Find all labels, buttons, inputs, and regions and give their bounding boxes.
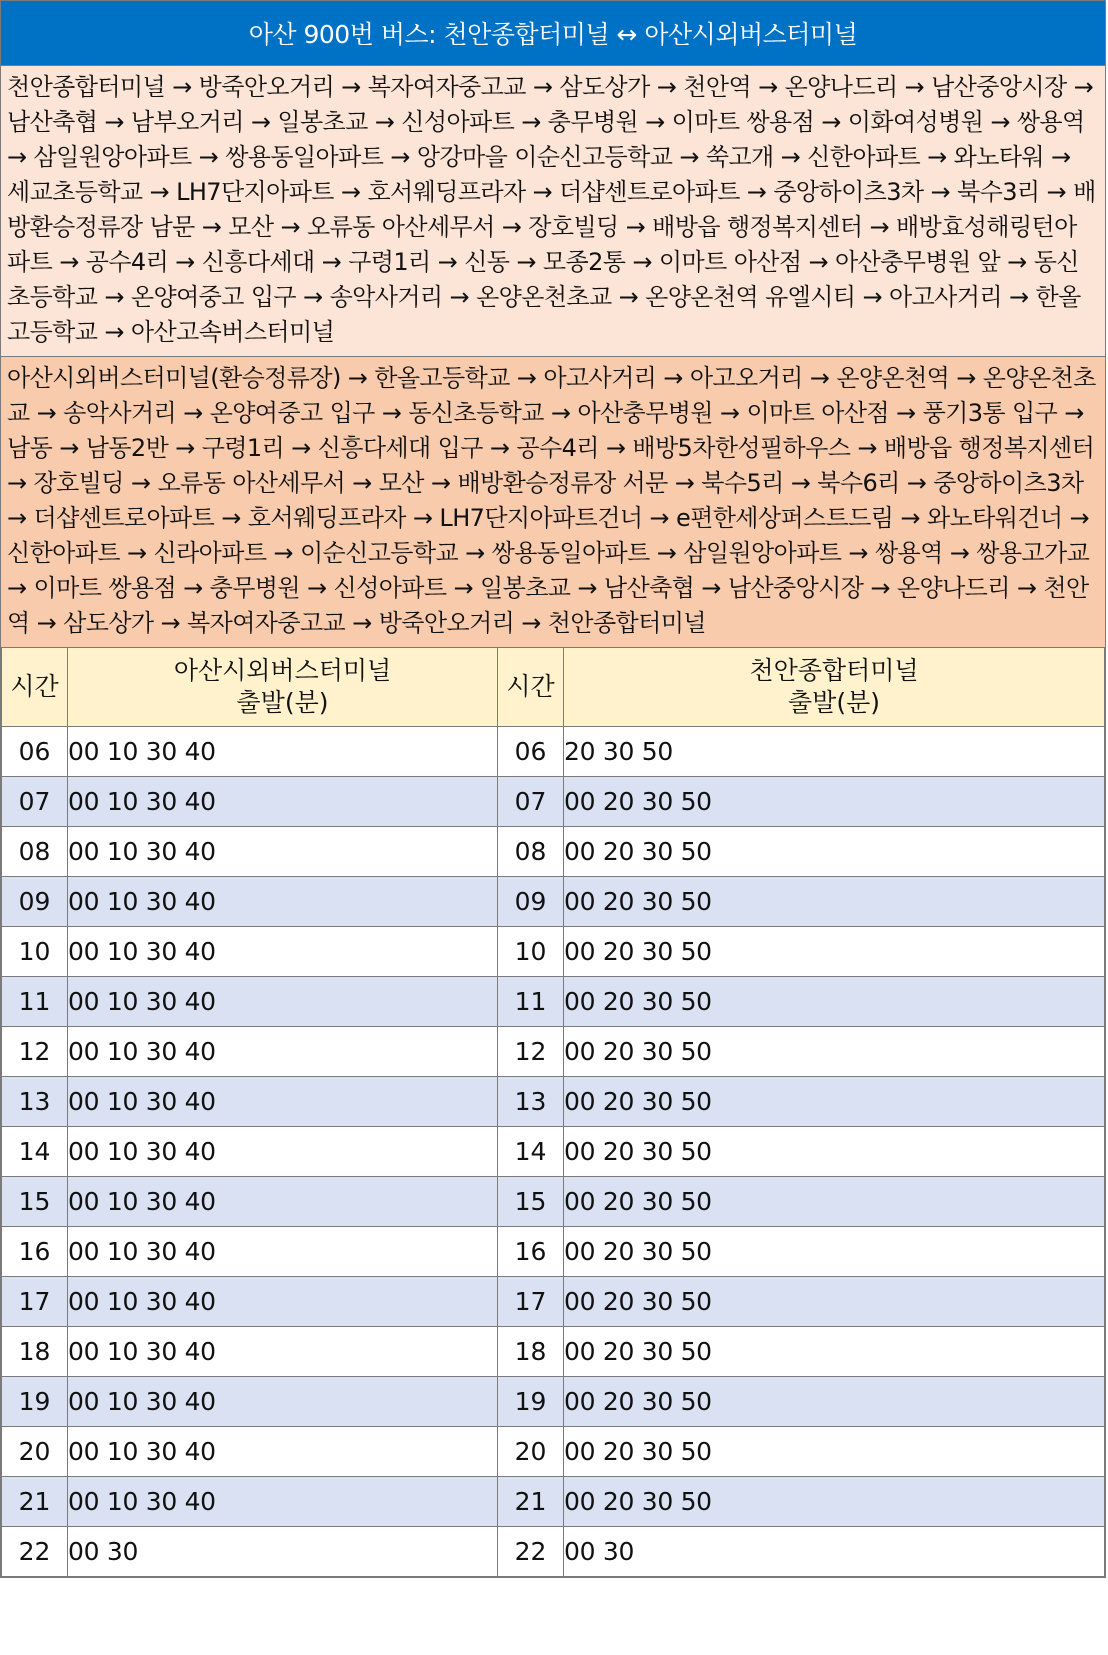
hour-cell-asan: 15 [2, 1177, 68, 1227]
header-hour-right: 시간 [498, 648, 564, 727]
cheonan-minutes-cell: 00 20 30 50 [564, 827, 1105, 877]
cheonan-minutes-cell: 20 30 50 [564, 727, 1105, 777]
hour-cell-cheonan: 15 [498, 1177, 564, 1227]
hour-cell-asan: 07 [2, 777, 68, 827]
hour-cell-asan: 16 [2, 1227, 68, 1277]
asan-minutes-cell: 00 10 30 40 [68, 927, 498, 977]
table-header-row [2, 648, 1105, 727]
header-cheonan-departure [564, 648, 1105, 727]
cheonan-minutes-cell: 00 20 30 50 [564, 927, 1105, 977]
cheonan-minutes-cell: 00 20 30 50 [564, 1477, 1105, 1527]
table-row [2, 1127, 1105, 1177]
hour-cell-cheonan: 11 [498, 977, 564, 1027]
hour-cell-cheonan: 17 [498, 1277, 564, 1327]
hour-cell-cheonan: 14 [498, 1127, 564, 1177]
cheonan-minutes-cell: 00 20 30 50 [564, 977, 1105, 1027]
hour-cell-cheonan: 22 [498, 1527, 564, 1577]
asan-minutes-cell: 00 10 30 40 [68, 1027, 498, 1077]
hour-cell-asan: 09 [2, 877, 68, 927]
hour-cell-cheonan: 09 [498, 877, 564, 927]
table-row [2, 927, 1105, 977]
asan-minutes-cell: 00 10 30 40 [68, 777, 498, 827]
hour-cell-asan: 22 [2, 1527, 68, 1577]
hour-cell-cheonan: 21 [498, 1477, 564, 1527]
asan-minutes-cell: 00 10 30 40 [68, 1227, 498, 1277]
asan-minutes-cell: 00 10 30 40 [68, 1177, 498, 1227]
hour-cell-cheonan: 10 [498, 927, 564, 977]
asan-minutes-cell: 00 10 30 40 [68, 1077, 498, 1127]
table-row [2, 1077, 1105, 1127]
hour-cell-asan: 18 [2, 1327, 68, 1377]
hour-cell-asan: 12 [2, 1027, 68, 1077]
hour-cell-asan: 14 [2, 1127, 68, 1177]
hour-cell-cheonan: 16 [498, 1227, 564, 1277]
header-cheonan-line2: 출발(분) [788, 688, 880, 717]
page-title: 아산 900번 버스: 천안종합터미널 ↔ 아산시외버스터미널 [1, 1, 1105, 65]
header-hour-left: 시간 [2, 648, 68, 727]
cheonan-minutes-cell: 00 20 30 50 [564, 1027, 1105, 1077]
hour-cell-asan: 17 [2, 1277, 68, 1327]
asan-minutes-cell: 00 10 30 40 [68, 977, 498, 1027]
header-asan-line1: 아산시외버스터미널 [173, 656, 392, 685]
cheonan-minutes-cell: 00 20 30 50 [564, 777, 1105, 827]
hour-cell-cheonan: 13 [498, 1077, 564, 1127]
timetable [1, 647, 1105, 1577]
route-outbound: 천안종합터미널 → 방죽안오거리 → 복자여자중고교 → 삼도상가 → 천안역 → 온양나드리 → 남산중앙시장 → 남산축협 → 남부오거리 → 일봉초교 → 신성아파트 → 충무병원 → 이마트 쌍용점 → 이화여성병원 → 쌍용역 → 삼일원앙아파트 → 쌍용동일아파트 → 앙강마을 이순신고등학교 → 쑥고개 → 신한아파트 → 와노타워 → 세교초등학교 → LH7단지아파트 → 호서웨딩프라자 → 더샵센트로아파트 → 중앙하이츠3차 → 북수3리 → 배방환승정류장 남문 → 모산 → 오류동 아산세무서 → 장호빌딩 → 배방읍 행정복지센터 → 배방효성해링턴아파트 → 공수4리 → 신흥다세대 → 구령1리 → 신동 → 모종2통 → 이마트 아산점 → 아산충무병원 앞 → 동신초등학교 → 온양여중고 입구 → 송악사거리 → 온양온천초교 → 온양온천역 유엘시티 → 아고사거리 → 한올고등학교 → 아산고속버스터미널 [1, 65, 1105, 356]
cheonan-minutes-cell: 00 20 30 50 [564, 1277, 1105, 1327]
asan-minutes-cell: 00 10 30 40 [68, 827, 498, 877]
table-row [2, 1277, 1105, 1327]
header-asan-line2: 출발(분) [236, 688, 329, 717]
cheonan-minutes-cell: 00 20 30 50 [564, 877, 1105, 927]
hour-cell-asan: 06 [2, 727, 68, 777]
header-asan-departure [68, 648, 498, 727]
cheonan-minutes-cell: 00 20 30 50 [564, 1427, 1105, 1477]
hour-cell-asan: 20 [2, 1427, 68, 1477]
table-row [2, 1327, 1105, 1377]
route-inbound: 아산시외버스터미널(환승정류장) → 한올고등학교 → 아고사거리 → 아고오거리 → 온양온천역 → 온양온천초교 → 송악사거리 → 온양여중고 입구 → 동신초등학교 → 아산충무병원 → 이마트 아산점 → 풍기3통 입구 → 남동 → 남동2반 → 구령1리 → 신흥다세대 입구 → 공수4리 → 배방5차한성필하우스 → 배방읍 행정복지센터 → 장호빌딩 → 오류동 아산세무서 → 모산 → 배방환승정류장 서문 → 북수5리 → 북수6리 → 중앙하이츠3차 → 더샵센트로아파트 → 호서웨딩프라자 → LH7단지아파트건너 → e편한세상퍼스트드림 → 와노타워건너 → 신한아파트 → 신라아파트 → 이순신고등학교 → 쌍용동일아파트 → 삼일원앙아파트 → 쌍용역 → 쌍용고가교 → 이마트 쌍용점 → 충무병원 → 신성아파트 → 일봉초교 → 남산축협 → 남산중앙시장 → 온양나드리 → 천안역 → 삼도상가 → 복자여자중고교 → 방죽안오거리 → 천안종합터미널 [1, 356, 1105, 647]
asan-minutes-cell: 00 10 30 40 [68, 1377, 498, 1427]
hour-cell-asan: 19 [2, 1377, 68, 1427]
table-row [2, 877, 1105, 927]
cheonan-minutes-cell: 00 20 30 50 [564, 1227, 1105, 1277]
hour-cell-cheonan: 06 [498, 727, 564, 777]
hour-cell-asan: 13 [2, 1077, 68, 1127]
table-row [2, 1527, 1105, 1577]
hour-cell-asan: 10 [2, 927, 68, 977]
hour-cell-cheonan: 12 [498, 1027, 564, 1077]
cheonan-minutes-cell: 00 20 30 50 [564, 1077, 1105, 1127]
table-row [2, 1027, 1105, 1077]
hour-cell-asan: 21 [2, 1477, 68, 1527]
table-row [2, 1427, 1105, 1477]
asan-minutes-cell: 00 10 30 40 [68, 1427, 498, 1477]
table-row [2, 777, 1105, 827]
cheonan-minutes-cell: 00 20 30 50 [564, 1377, 1105, 1427]
hour-cell-cheonan: 18 [498, 1327, 564, 1377]
cheonan-minutes-cell: 00 30 [564, 1527, 1105, 1577]
table-row [2, 727, 1105, 777]
hour-cell-cheonan: 19 [498, 1377, 564, 1427]
table-row [2, 1227, 1105, 1277]
asan-minutes-cell: 00 10 30 40 [68, 1127, 498, 1177]
cheonan-minutes-cell: 00 20 30 50 [564, 1177, 1105, 1227]
hour-cell-asan: 08 [2, 827, 68, 877]
timetable-body [2, 727, 1105, 1577]
asan-minutes-cell: 00 10 30 40 [68, 1277, 498, 1327]
cheonan-minutes-cell: 00 20 30 50 [564, 1327, 1105, 1377]
hour-cell-cheonan: 07 [498, 777, 564, 827]
hour-cell-cheonan: 20 [498, 1427, 564, 1477]
table-row [2, 827, 1105, 877]
asan-minutes-cell: 00 10 30 40 [68, 877, 498, 927]
hour-cell-asan: 11 [2, 977, 68, 1027]
table-row [2, 977, 1105, 1027]
asan-minutes-cell: 00 30 [68, 1527, 498, 1577]
table-row [2, 1377, 1105, 1427]
table-row [2, 1177, 1105, 1227]
table-row [2, 1477, 1105, 1527]
hour-cell-cheonan: 08 [498, 827, 564, 877]
asan-minutes-cell: 00 10 30 40 [68, 727, 498, 777]
asan-minutes-cell: 00 10 30 40 [68, 1477, 498, 1527]
header-cheonan-line1: 천안종합터미널 [749, 656, 919, 685]
cheonan-minutes-cell: 00 20 30 50 [564, 1127, 1105, 1177]
asan-minutes-cell: 00 10 30 40 [68, 1327, 498, 1377]
